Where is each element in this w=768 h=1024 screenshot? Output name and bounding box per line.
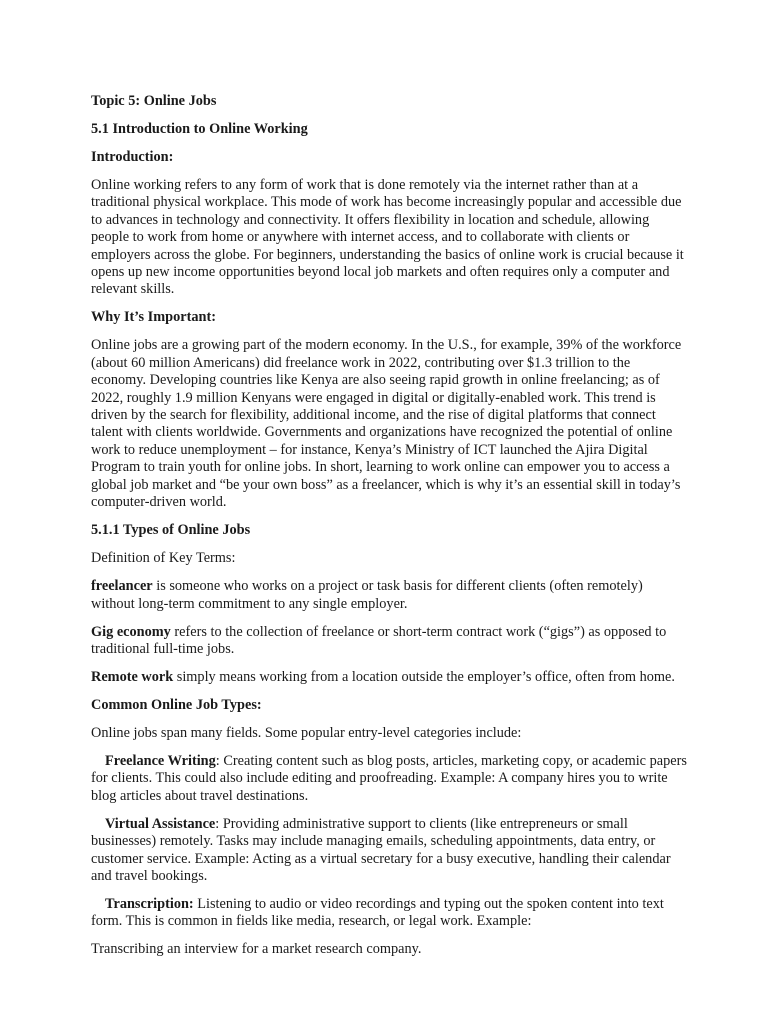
job-type-name: Freelance Writing <box>105 752 216 769</box>
definition-paragraph <box>91 624 687 659</box>
trailing-paragraph: Transcribing an interview for a market research company. <box>91 941 422 958</box>
job-type-item <box>91 896 687 931</box>
intro-paragraph: Online working refers to any form of work that is done remotely via the internet rather than at a traditional physical workplace. This mode of work has become increasingly popular and accessible due to advances in technology and connectivity. It offers flexibility in location and schedule, allowing people to work from home or anywhere with internet access, and to collaborate with clients or employers across the globe. For beginners, understanding the basics of online work is crucial because it opens up new income opportunities beyond local job markets and often requires only a computer and relevant skills. <box>91 177 684 298</box>
job-type-text: : Providing administrative support to clients (like entrepreneurs or small businesses) remotely. Tasks may include managing emails, scheduling appointments, data entry, or customer service. Example: Acting as a virtual secretary for a busy executive, handling their calendar and travel bookings. <box>91 815 671 884</box>
definition-paragraph <box>91 669 687 686</box>
job-type-text: : Creating content such as blog posts, articles, marketing copy, or academic papers for clients. This could also include editing and proofreading. Example: A company hires you to write blog articles about travel destinations. <box>91 752 687 804</box>
definition-term: Gig economy <box>91 623 171 640</box>
topic-title: Topic 5: Online Jobs <box>91 93 217 109</box>
definition-term: Remote work <box>91 668 174 685</box>
job-type-item <box>91 753 687 805</box>
section-title: 5.1 Introduction to Online Working <box>91 121 308 137</box>
job-type-name: Transcription: <box>105 895 194 912</box>
job-type-text: Listening to audio or video recordings and typing out the spoken content into text form. This is common in fields like media, research, or legal work. Example: <box>91 895 664 930</box>
definition-text: refers to the collection of freelance or short-term contract work (“gigs”) as opposed to traditional full-time jobs. <box>91 623 667 657</box>
intro-heading: Introduction: <box>91 149 174 165</box>
job-types-heading: Common Online Job Types: <box>91 696 262 713</box>
importance-heading: Why It’s Important: <box>91 309 216 326</box>
definition-text: is someone who works on a project or task basis for different clients (often remotely) without long-term commitment to any single employer. <box>91 578 643 612</box>
job-type-name: Virtual Assistance <box>105 815 216 832</box>
definitions-intro: Definition of Key Terms: <box>91 550 236 567</box>
definition-paragraph <box>91 578 687 613</box>
importance-paragraph: Online jobs are a growing part of the modern economy. In the U.S., for example, 39% of the workforce (about 60 million Americans) did freelance work in 2022, contributing over $1.3 trillion to the economy. Developing countries like Kenya are also seeing rapid growth in online freelancing; as of 2022, roughly 1.9 million Kenyans were engaged in digital or digitally-enabled work. This trend is driven by the search for flexibility, additional income, and the rise of digital platforms that connect talent with clients worldwide. Governments and organizations have recognized the potential of online work to reduce unemployment – for instance, Kenya’s Ministry of ICT launched the Ajira Digital Program to train youth for online jobs. In short, learning to work online can empower you to access a global job market and “be your own boss” as a freelancer, which is why it’s an essential skill in today’s computer-driven world. <box>91 337 682 511</box>
definition-term: freelancer <box>91 578 153 595</box>
subsection-title: 5.1.1 Types of Online Jobs <box>91 522 251 539</box>
document-body <box>91 93 687 969</box>
job-type-item <box>91 816 687 886</box>
job-types-intro: Online jobs span many fields. Some popular entry-level categories include: <box>91 724 522 741</box>
definition-text: simply means working from a location outside the employer’s office, often from home. <box>173 668 675 685</box>
